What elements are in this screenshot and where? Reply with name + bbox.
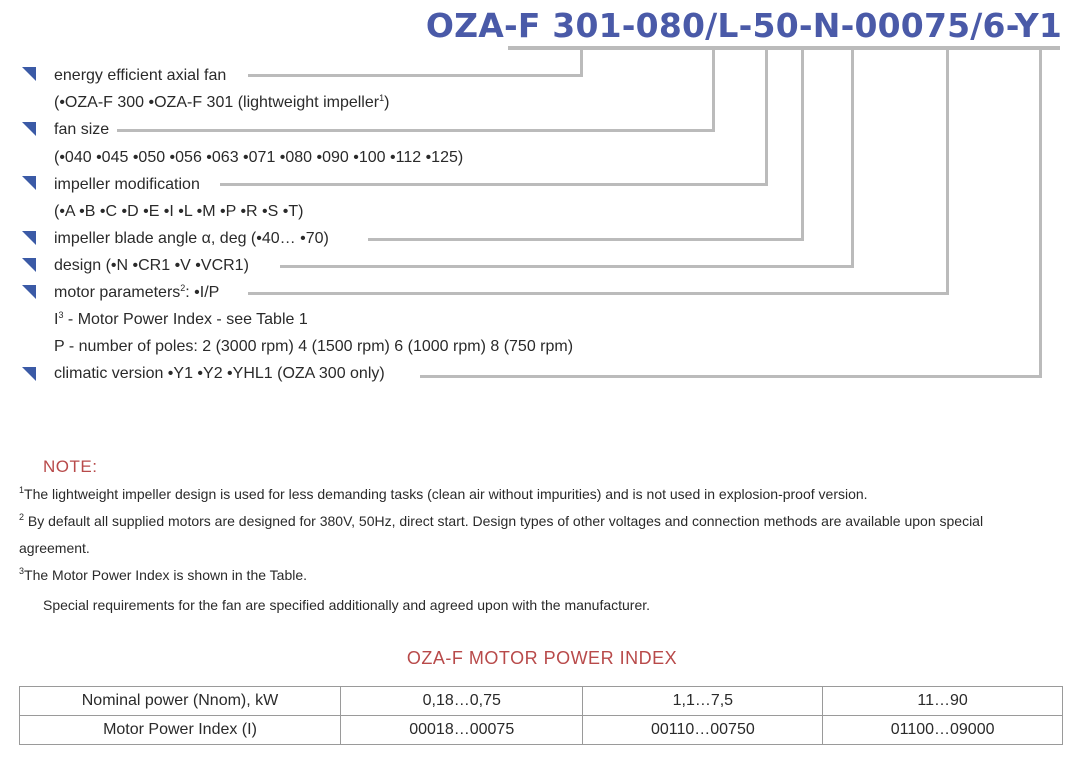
- connector-climatic-v: [1039, 48, 1042, 378]
- row-label: Motor Power Index (I): [20, 716, 341, 745]
- connector-climatic-h: [420, 375, 1042, 378]
- legend-fan-size-label: fan size: [54, 121, 110, 138]
- connector-fan-type-h: [248, 74, 583, 77]
- note-2-continued: agreement.: [19, 540, 90, 556]
- note-4: Special requirements for the fan are specified additionally and agreed upon with the manufacturer.: [43, 597, 651, 613]
- connector-motor-v: [946, 48, 949, 295]
- bullet-triangle-icon: [22, 67, 36, 81]
- connector-impeller-v: [765, 48, 768, 186]
- legend-impeller-label: impeller modification: [54, 176, 200, 193]
- motor-power-table: [19, 686, 1063, 745]
- legend-motor-label: motor parameters$^2$: •I/P: [54, 283, 220, 301]
- connector-design-v: [851, 48, 854, 268]
- note-3: $^3$The Motor Power Index is shown in the Table.: [19, 566, 308, 583]
- table-row: [20, 687, 1063, 716]
- note-1: $^1$The lightweight impeller design is used for less demanding tasks (clean air without impurities) and is not used in explosion-proof version.: [19, 485, 868, 502]
- legend-fan-size-options: (•040 •045 •050 •056 •063 •071 •080 •090 •100 •112 •125): [54, 149, 464, 166]
- bullet-triangle-icon: [22, 176, 36, 190]
- table-cell: 0,18…0,75: [341, 687, 583, 716]
- table-row: [20, 716, 1063, 745]
- connector-impeller-h: [220, 183, 768, 186]
- table-cell: 00110…00750: [583, 716, 823, 745]
- note-2: $^2$ By default all supplied motors are designed for 380V, 50Hz, direct start. Design types of other voltages and connection methods are available upon special: [19, 512, 984, 529]
- legend-impeller-options: (•A •B •C •D •E •I •L •M •P •R •S •T): [54, 203, 304, 220]
- note-heading: NOTE:: [43, 457, 98, 476]
- legend-design: design (•N •CR1 •V •VCR1): [54, 257, 249, 274]
- connector-fan-size-h: [117, 129, 715, 132]
- table-cell: 01100…09000: [823, 716, 1063, 745]
- bullet-triangle-icon: [22, 367, 36, 381]
- legend-climatic: climatic version •Y1 •Y2 •YHL1 (OZA 300 only): [54, 365, 385, 382]
- table-cell: 00018…00075: [341, 716, 583, 745]
- designation-code: OZA-F 301-080/L-50-N-00075/6-Y1: [425, 6, 1062, 45]
- legend-fan-type-options: (•OZA-F 300 •OZA-F 301 (lightweight impeller$^1$): [54, 93, 390, 111]
- legend-motor-index: $I^3$ - Motor Power Index - see Table 1: [54, 310, 308, 328]
- bullet-triangle-icon: [22, 258, 36, 272]
- connector-motor-h: [248, 292, 949, 295]
- connector-angle-v: [801, 48, 804, 241]
- table-title: OZA-F MOTOR POWER INDEX: [406, 648, 678, 668]
- table-cell: 1,1…7,5: [583, 687, 823, 716]
- connector-angle-h: [368, 238, 804, 241]
- connector-design-h: [280, 265, 854, 268]
- bullet-triangle-icon: [22, 285, 36, 299]
- connector-fan-type-v: [580, 48, 583, 77]
- designation-underline: [508, 46, 1060, 50]
- table-cell: 11…90: [823, 687, 1063, 716]
- connector-fan-size-v: [712, 48, 715, 132]
- legend-motor-poles: P - number of poles: 2 (3000 rpm) 4 (1500 rpm) 6 (1000 rpm) 8 (750 rpm): [54, 338, 574, 355]
- bullet-triangle-icon: [22, 122, 36, 136]
- row-label: Nominal power (Nnom), kW: [20, 687, 341, 716]
- legend-fan-type-label: energy efficient axial fan: [54, 67, 227, 84]
- bullet-triangle-icon: [22, 231, 36, 245]
- legend-blade-angle: impeller blade angle α, deg (•40… •70): [54, 230, 329, 247]
